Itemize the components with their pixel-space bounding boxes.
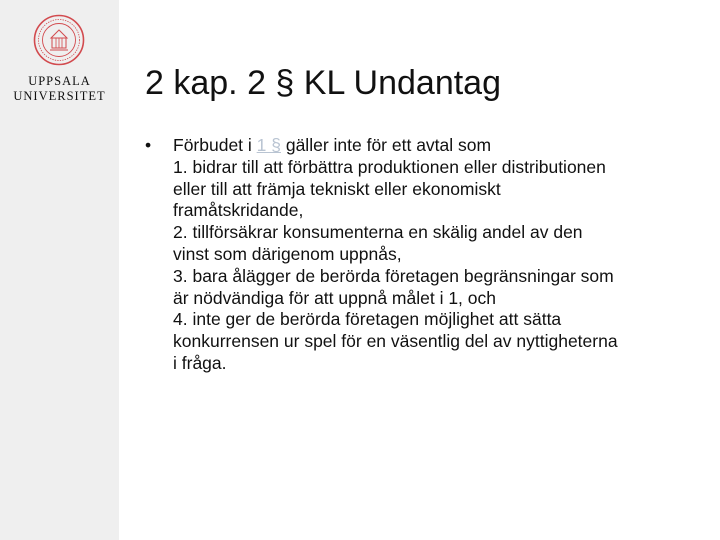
body-line: i fråga. <box>173 352 227 373</box>
body-line: 2. tillförsäkrar konsumenterna en skälig andel av den <box>173 222 583 243</box>
body-line: 4. inte ger de berörda företagen möjlighet att sätta <box>173 309 562 330</box>
body-line: vinst som därigenom uppnås, <box>173 243 402 264</box>
university-seal-icon <box>33 14 85 66</box>
university-name-line1: UPPSALA <box>28 74 91 88</box>
body-line: konkurrensen ur spel för en väsentlig del av nyttigheterna <box>173 331 618 352</box>
body-line: 1. bidrar till att förbättra produktionen eller distributionen <box>173 156 606 177</box>
body-line: är nödvändiga för att uppnå målet i 1, och <box>173 287 496 308</box>
bullet-item <box>145 135 705 375</box>
sidebar <box>0 0 119 540</box>
intro-text-after: gäller inte för ett avtal som <box>280 135 492 155</box>
slide-title: 2 kap. 2 § KL Undantag <box>145 64 502 102</box>
paragraph-link[interactable]: 1 § <box>256 135 281 155</box>
intro-text-before: Förbudet i <box>173 135 257 155</box>
university-name <box>0 74 119 104</box>
body-line: framåtskridande, <box>173 200 304 221</box>
slide-body <box>145 135 705 375</box>
university-name-line2: UNIVERSITET <box>13 89 106 103</box>
bullet-marker: • <box>145 135 152 155</box>
intro-line <box>173 135 705 157</box>
body-line: eller till att främja tekniskt eller ekonomiskt <box>173 178 501 199</box>
body-line: 3. bara ålägger de berörda företagen begränsningar som <box>173 265 614 286</box>
